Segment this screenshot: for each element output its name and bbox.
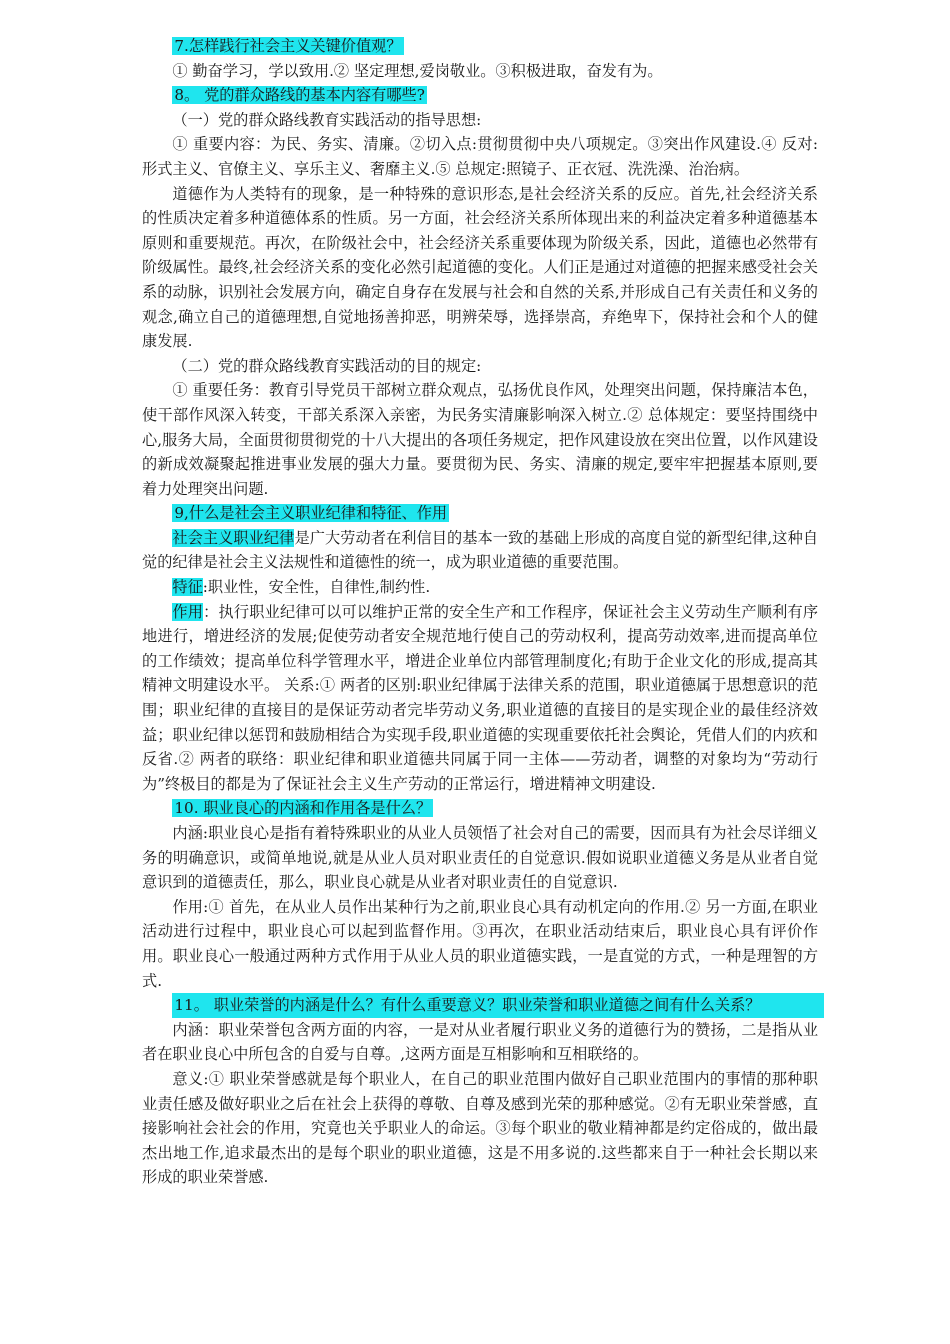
q9-definition-term: 社会主义职业纪律 <box>172 528 295 547</box>
question-7-heading <box>142 34 818 59</box>
q9-effect-body: ：执行职业纪律可以可以维护正常的安全生产和工作程序，保证社会主义劳动生产顺利有序地进行，增进经济的发展;促使劳动者安全规范地行使自己的劳动权利，提高劳动效率,进而提高单位的工作绩效；提高单位科学管理水平，增进企业单位内部管理制度化;有助于企业文化的形成,提高其精神文明建设水平。 关系:① 两者的区别:职业纪律属于法律关系的范围，职业道德属于思想意识的范围；职业纪律的直接目的是保证劳动者完毕劳动义务,职业道德的直接目的是实现企业的最佳经济效益；职业纪律以惩罚和鼓励相结合为实现手段,职业道德的实现重要依托社会舆论，凭借人们的内疚和反省.② 两者的联络：职业纪律和职业道德共同属于同一主体——劳动者，调整的对象均为“劳动行为”终极目的都是为了保证社会主义生产劳动的正常运行，增进精神文明建设. <box>142 602 819 793</box>
q9-feature-term: 特征 <box>172 578 203 597</box>
question-8-title: 8。 党的群众路线的基本内容有哪些? <box>174 86 425 105</box>
question-11-heading <box>142 993 818 1018</box>
question-7-title: 7.怎样践行社会主义关键价值观？ <box>174 37 402 55</box>
q9-effect-term: 作用 <box>172 602 204 621</box>
q8-part2-heading: （二）党的群众路线教育实践活动的目的规定: <box>172 356 482 375</box>
q11-meaning: 意义:① 职业荣誉感就是每个职业人，在自己的职业范围内做好自己职业范围内的事情的那种职业责任感及做好职业之后在社会上获得的尊敬、自尊及感到光荣的那种感觉。②有无职业荣誉感，直接影响社会社会的作用，究竟也关乎职业人的命运。③每个职业的敬业精神都是约定俗成的，做出最杰出地工作,追求最杰出的是每个职业的职业道德，这是不用多说的.这些都来自于一种社会长期以来形成的职业荣誉感. <box>142 1069 818 1187</box>
q9-feature-body: :职业性，安全性，自律性,制约性. <box>202 578 431 597</box>
q10-effect: 作用:① 首先，在从业人员作出某种行为之前,职业良心具有动机定向的作用.② 另一方面,在职业活动进行过程中，职业良心可以起到监督作用。③再次，在职业活动结束后，职业良心具有评价作用。职业良心一般通过两种方式作用于从业人员的职业道德实践，一是直觉的方式，一种是理智的方式. <box>142 897 818 990</box>
morality-paragraph: 道德作为人类特有的现象，是一种特殊的意识形态,是社会经济关系的反应。首先,社会经济关系的性质决定着多种道德体系的性质。另一方面，社会经济关系所体现出来的利益决定着多种道德基本原则和重要规范。再次，在阶级社会中，社会经济关系重要体现为阶级关系，因此，道德也必然带有阶级属性。最终,社会经济关系的变化必然引起道德的变化。人们正是通过对道德的把握来感受社会关系的动脉，识别社会发展方向，确定自身存在发展与社会和自然的关系,并形成自己有关责任和义务的观念,确立自己的道德理想,自觉地扬善抑恶，明辨荣辱，选择崇高，弃绝卑下，保持社会和个人的健康发展. <box>142 184 818 351</box>
question-10-title: 10. 职业良心的内涵和作用各是什么？ <box>174 799 432 818</box>
question-9-heading <box>142 501 818 526</box>
q11-connotation: 内涵：职业荣誉包含两方面的内容，一是对从业者履行职业义务的道德行为的赞扬，二是指从业者在职业良心中所包含的自爱与自尊。,这两方面是互相影响和互相联络的。 <box>142 1020 818 1064</box>
question-10-heading <box>142 796 818 821</box>
q9-definition-body: 是广大劳动者在利信目的基本一致的基础上形成的高度自觉的新型纪律,这种自觉的纪律是社会主义法规性和道德性的统一，成为职业道德的重要范围。 <box>142 528 819 572</box>
q8-part1-heading: （一）党的群众路线教育实践活动的指导思想: <box>172 110 482 129</box>
q8-part2-body: ① 重要任务：教育引导党员干部树立群众观点，弘扬优良作风，处理突出问题，保持廉洁本色，使干部作风深入转变，干部关系深入亲密，为民务实清廉影响深入树立.② 总体规定：要坚持围绕中心,服务大局，全面贯彻贯彻党的十八大提出的各项任务规定，把作风建设放在突出位置，以作风建设的新成效凝聚起推进事业发展的强大力量。要贯彻为民、务实、清廉的规定,要牢牢把握基本原则,要着力处理突出问题. <box>142 381 818 498</box>
question-7-answer: ① 勤奋学习，学以致用.② 坚定理想,爱岗敬业。③积极进取，奋发有为。 <box>172 61 663 80</box>
q10-connotation: 内涵:职业良心是指有着特殊职业的从业人员领悟了社会对自己的需要，因而具有为社会尽详细义务的明确意识，或简单地说,就是从业人员对职业责任的自觉意识.假如说职业道德义务是从业者自觉意识到的道德责任，那么，职业良心就是从业者对职业责任的自觉意识. <box>142 824 818 892</box>
question-9-title: 9,什么是社会主义职业纪律和特征、作用 <box>174 504 448 523</box>
q8-part1-body: ① 重要内容：为民、务实、清廉。②切入点:贯彻贯彻中央八项规定。③突出作风建设.④ 反对:形式主义、官僚主义、享乐主义、奢靡主义.⑤ 总规定:照镜子、正衣冠、洗洗澡、治治病。 <box>142 135 818 178</box>
q9-effects <box>142 600 818 797</box>
q9-definition <box>142 526 818 575</box>
question-11-title: 11。 职业荣誉的内涵是什么？有什么重要意义？职业荣誉和职业道德之间有什么关系？ <box>172 993 824 1018</box>
document-body <box>142 34 818 1190</box>
question-8-heading <box>142 83 818 108</box>
q9-features <box>142 575 818 600</box>
